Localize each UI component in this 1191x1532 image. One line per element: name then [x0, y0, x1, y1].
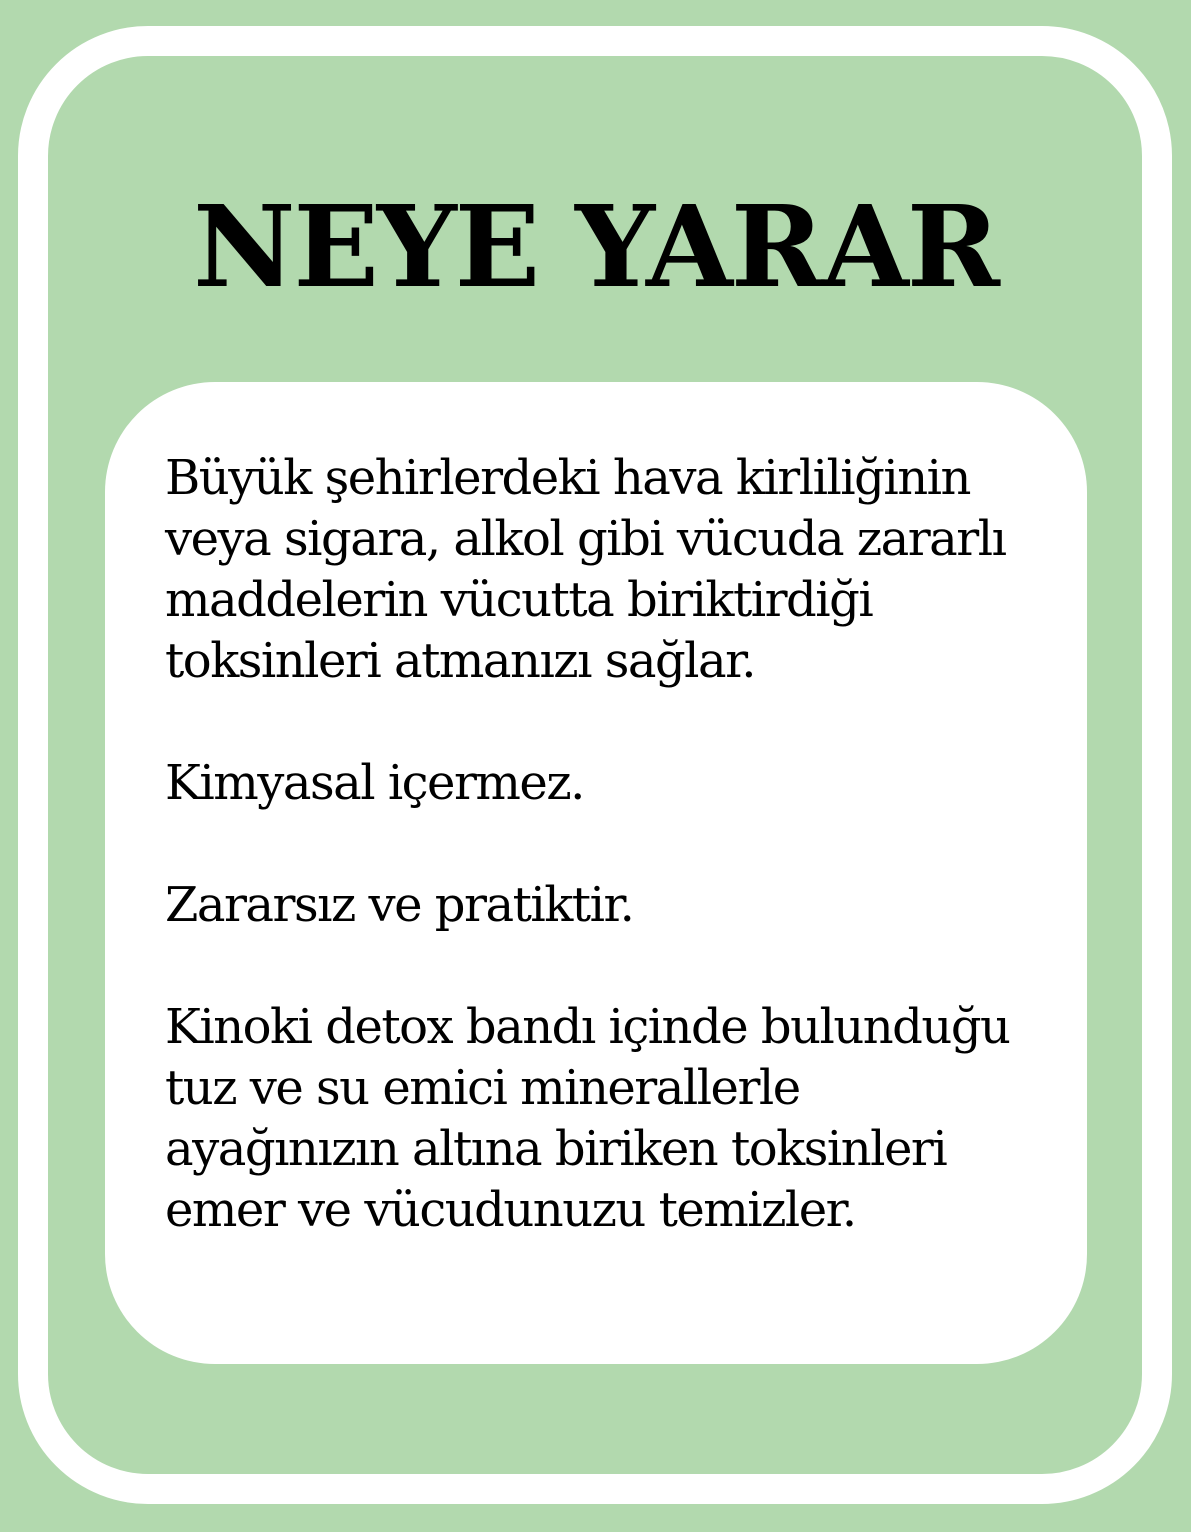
paragraph-no-chemicals: Kimyasal içermez.: [165, 755, 584, 811]
page-title: NEYE YARAR: [193, 182, 998, 313]
paragraph-benefit: Büyük şehirlerdeki hava kirliliğinin veya sigara, alkol gibi vücuda zararlı maddelerin vücutta biriktirdiği toksinleri atmanızı sağlar.: [165, 450, 1006, 689]
paragraph-harmless: Zararsız ve pratiktir.: [165, 877, 634, 933]
content-card: [105, 382, 1087, 1364]
content-text: [165, 448, 1075, 1241]
paragraph-how-it-works: Kinoki detox bandı içinde bulunduğu tuz ve su emici minerallerle ayağınızın altına biriken toksinleri emer ve vücudunuzu temizler.: [165, 999, 1010, 1238]
